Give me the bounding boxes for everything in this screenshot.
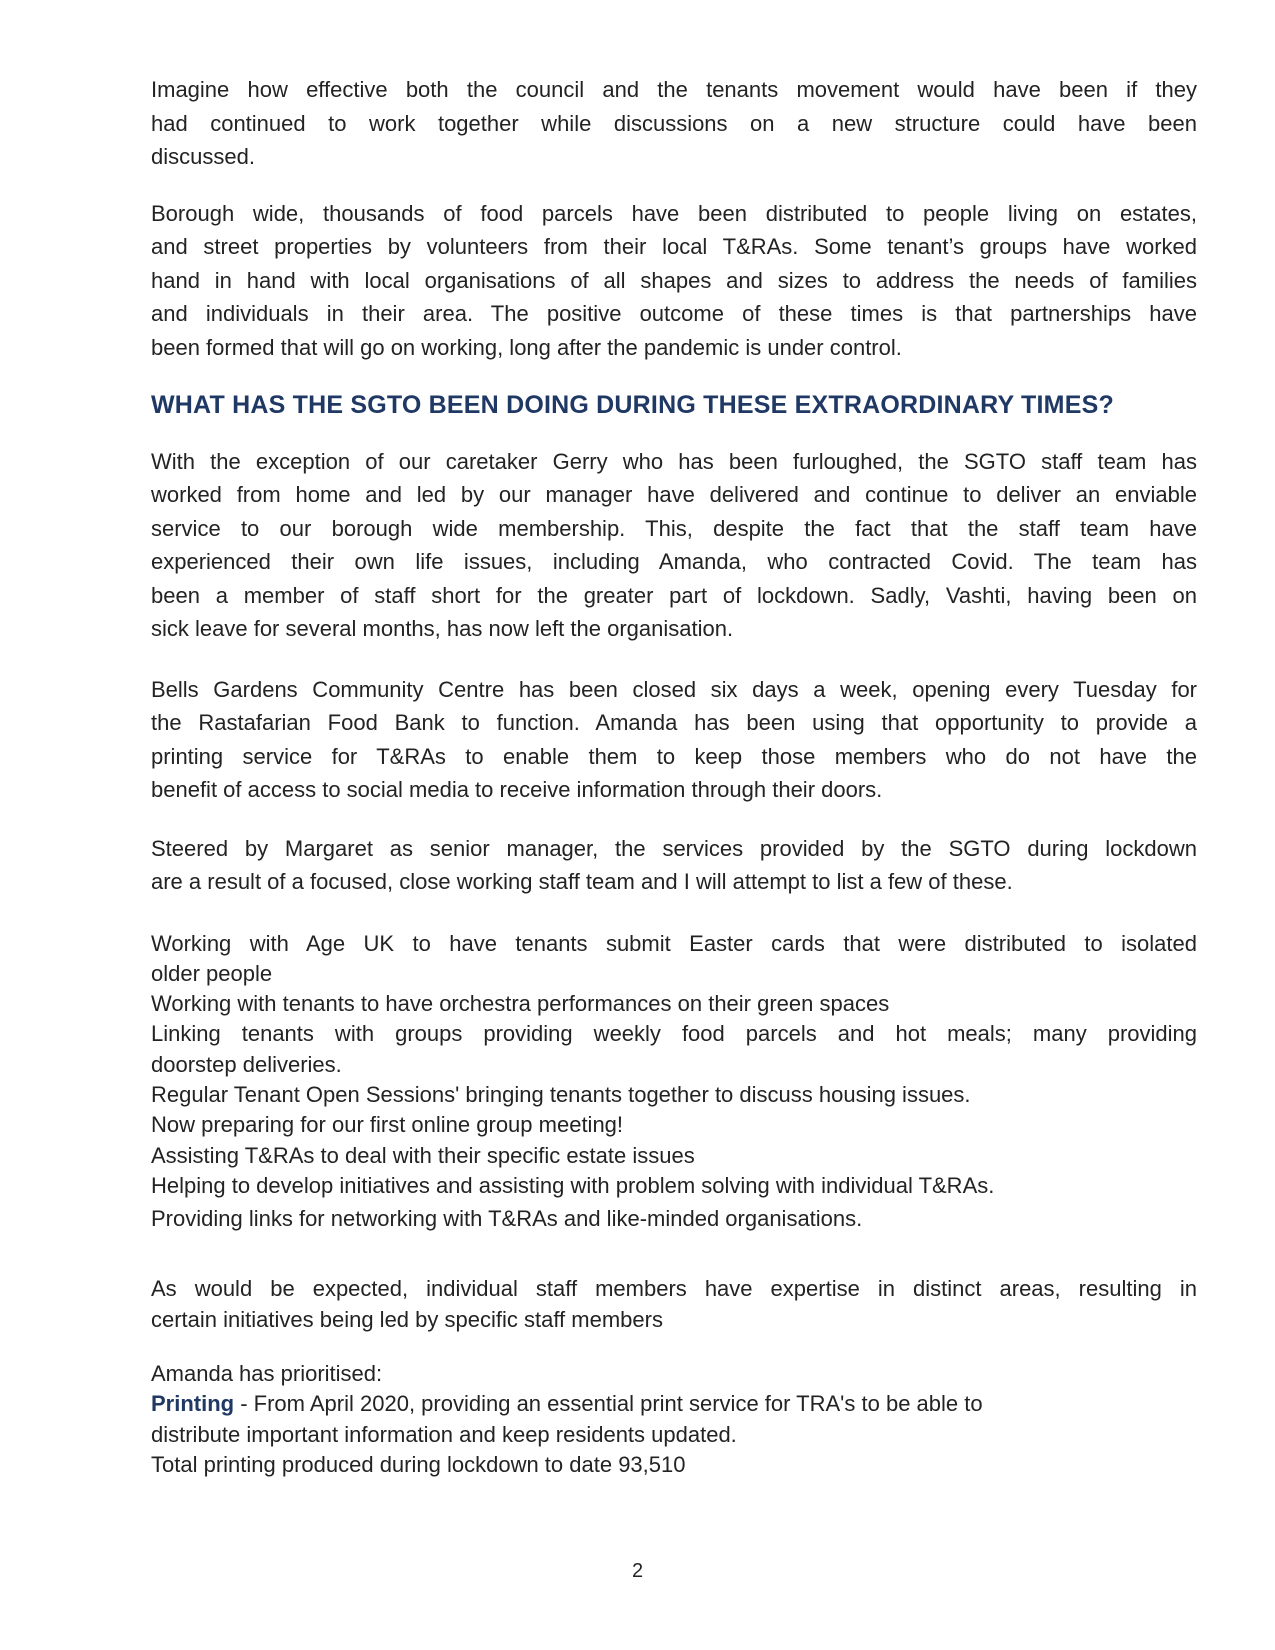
text-line: are a result of a focused, close working staff team and I will attempt to list a few of these. [151,869,1013,894]
list-item: Providing links for networking with T&RAs and like-minded organisations. [151,1206,863,1232]
text-line: Bells Gardens Community Centre has been closed six days a week, opening every Tuesday for [151,676,1197,702]
paragraph-steered-by-margaret [151,832,1197,899]
services-list [151,929,1197,1235]
list-item: Assisting T&RAs to deal with their specific estate issues [151,1142,695,1168]
page-number: 2 [631,1560,644,1583]
paragraph-staff-team [151,445,1197,646]
list-item: older people [151,960,273,986]
text-line: distribute important information and keep residents updated. [151,1421,737,1447]
paragraph-imagine [151,73,1197,174]
text-line: Total printing produced during lockdown to date 93,510 [151,1451,686,1477]
text-line: and individuals in their area. The positive outcome of these times is that partnerships have [151,301,1197,326]
text-line: been a member of staff short for the greater part of lockdown. Sadly, Vashti, having been on [151,582,1197,608]
printing-line [151,1389,1197,1419]
paragraph-expertise [151,1274,1197,1335]
text-line: hand in hand with local organisations of all shapes and sizes to address the needs of families [151,267,1197,293]
list-item: Linking tenants with groups providing weekly food parcels and hot meals; many providing [151,1021,1197,1047]
text-line: Amanda has prioritised: [151,1361,383,1387]
text-line: certain initiatives being led by specific staff members [151,1306,663,1332]
section-heading: WHAT HAS THE SGTO BEEN DOING DURING THESE EXTRAORDINARY TIMES? [151,391,1114,419]
text-line: experienced their own life issues, including Amanda, who contracted Covid. The team has [151,549,1197,574]
text-line: benefit of access to social media to receive information through their doors. [151,777,883,802]
text-line: service to our borough wide membership. This, despite the fact that the staff team have [151,515,1197,541]
list-item: Regular Tenant Open Sessions' bringing tenants together to discuss housing issues. [151,1081,971,1107]
text-line: Steered by Margaret as senior manager, the services provided by the SGTO during lockdown [151,835,1197,861]
paragraph-bells-gardens [151,673,1197,807]
text-line: Imagine how effective both the council and the tenants movement would have been if they [151,77,1197,102]
list-item: Working with tenants to have orchestra performances on their green spaces [151,991,890,1017]
text-line: As would be expected, individual staff members have expertise in distinct areas, resulting in [151,1276,1197,1302]
text-line: the Rastafarian Food Bank to function. Amanda has been using that opportunity to provide a [151,710,1197,735]
paragraph-borough-wide [151,197,1197,365]
printing-label: Printing [151,1391,235,1417]
text-line: worked from home and led by our manager have delivered and continue to deliver an enviable [151,482,1197,507]
list-item: Now preparing for our first online group meeting! [151,1112,624,1138]
list-item: Working with Age UK to have tenants submit Easter cards that were distributed to isolated [151,930,1197,956]
list-item: Helping to develop initiatives and assisting with problem solving with individual T&RAs. [151,1172,995,1198]
text-line: had continued to work together while discussions on a new structure could have been [151,110,1197,136]
text-line: sick leave for several months, has now left the organisation. [151,616,734,641]
text-line: printing service for T&RAs to enable them to keep those members who do not have the [151,743,1197,769]
text-line: With the exception of our caretaker Gerry who has been furloughed, the SGTO staff team has [151,448,1197,474]
text-line: and street properties by volunteers from their local T&RAs. Some tenant’s groups have worked [151,234,1197,259]
text-line: - From April 2020, providing an essential print service for TRA's to be able to [234,1391,983,1417]
text-line: discussed. [151,144,255,169]
amanda-priorities-block [151,1359,1197,1480]
text-line: Borough wide, thousands of food parcels have been distributed to people living on estates, [151,200,1197,226]
list-item: doorstep deliveries. [151,1051,342,1077]
text-line: been formed that will go on working, long after the pandemic is under control. [151,334,902,360]
